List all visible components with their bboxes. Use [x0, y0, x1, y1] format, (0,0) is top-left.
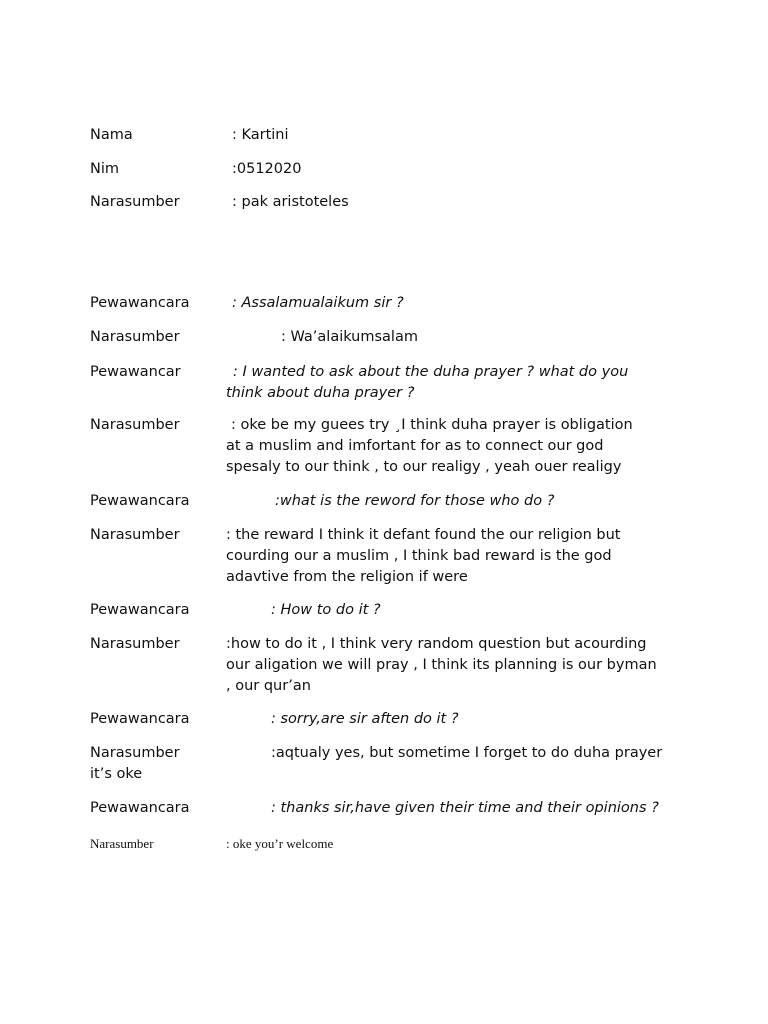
utterance [226, 525, 682, 588]
value-nim: :0512020 [232, 161, 302, 177]
utterance-line: courding our a muslim , I think bad reward is the god [226, 548, 612, 564]
utterance [226, 833, 682, 854]
utterance-line: : I wanted to ask about the duha prayer ? what do you [233, 364, 629, 380]
speaker-label: Narasumber [90, 527, 180, 543]
utterance [271, 600, 727, 621]
utterance [281, 327, 737, 348]
speaker-label: Narasumber [90, 329, 180, 345]
utterance [232, 293, 688, 314]
speaker-label: Pewawancara [90, 493, 190, 509]
utterance-line: at a muslim and imfortant for as to connect our god [226, 438, 604, 454]
utterance-line: : the reward I think it defant found the our religion but [226, 527, 621, 543]
label-narasumber: Narasumber [90, 194, 180, 210]
speaker-label: Pewawancar [90, 364, 181, 380]
utterance [271, 743, 727, 764]
utterance-line: : oke you’r welcome [226, 836, 334, 851]
utterance-line: :what is the reword for those who do ? [275, 493, 555, 509]
utterance-line: : Wa’alaikumsalam [281, 329, 418, 345]
utterance-line: : sorry,are sir aften do it ? [271, 711, 459, 727]
utterance-line: adavtive from the religion if were [226, 569, 468, 585]
speaker-label: Narasumber [90, 745, 180, 761]
speaker-label: Pewawancara [90, 295, 190, 311]
speaker-label: Narasumber [90, 636, 180, 652]
utterance-continuation: it’s oke [90, 766, 143, 782]
utterance-line: our aligation we will pray , I think its planning is our byman [226, 657, 657, 673]
utterance-line: : oke be my guees try ¸I think duha prayer is obligation [231, 417, 633, 433]
speaker-label: Pewawancara [90, 800, 190, 816]
value-narasumber: : pak aristoteles [232, 194, 349, 210]
utterance-line: think about duha prayer ? [226, 385, 415, 401]
label-nama: Nama [90, 127, 133, 143]
speaker-label: Narasumber [90, 417, 180, 433]
utterance [271, 709, 727, 730]
utterance-line: : thanks sir,have given their time and their opinions ? [271, 800, 659, 816]
speaker-label: Narasumber [90, 836, 154, 851]
label-nim: Nim [90, 161, 119, 177]
utterance [275, 491, 731, 512]
utterance-line: :how to do it , I think very random question but acourding [226, 636, 647, 652]
utterance-line: : Assalamualaikum sir ? [232, 295, 404, 311]
utterance-line: , our qur’an [226, 678, 311, 694]
utterance-line: spesaly to our think , to our realigy , yeah ouer realigy [226, 459, 622, 475]
utterance [271, 798, 727, 819]
utterance [226, 415, 682, 478]
speaker-label: Pewawancara [90, 602, 190, 618]
utterance [226, 634, 682, 697]
speaker-label: Pewawancara [90, 711, 190, 727]
utterance [226, 362, 682, 404]
value-nama: : Kartini [232, 127, 289, 143]
utterance-line: : How to do it ? [271, 602, 381, 618]
utterance-line: :aqtualy yes, but sometime I forget to do duha prayer [271, 745, 663, 761]
